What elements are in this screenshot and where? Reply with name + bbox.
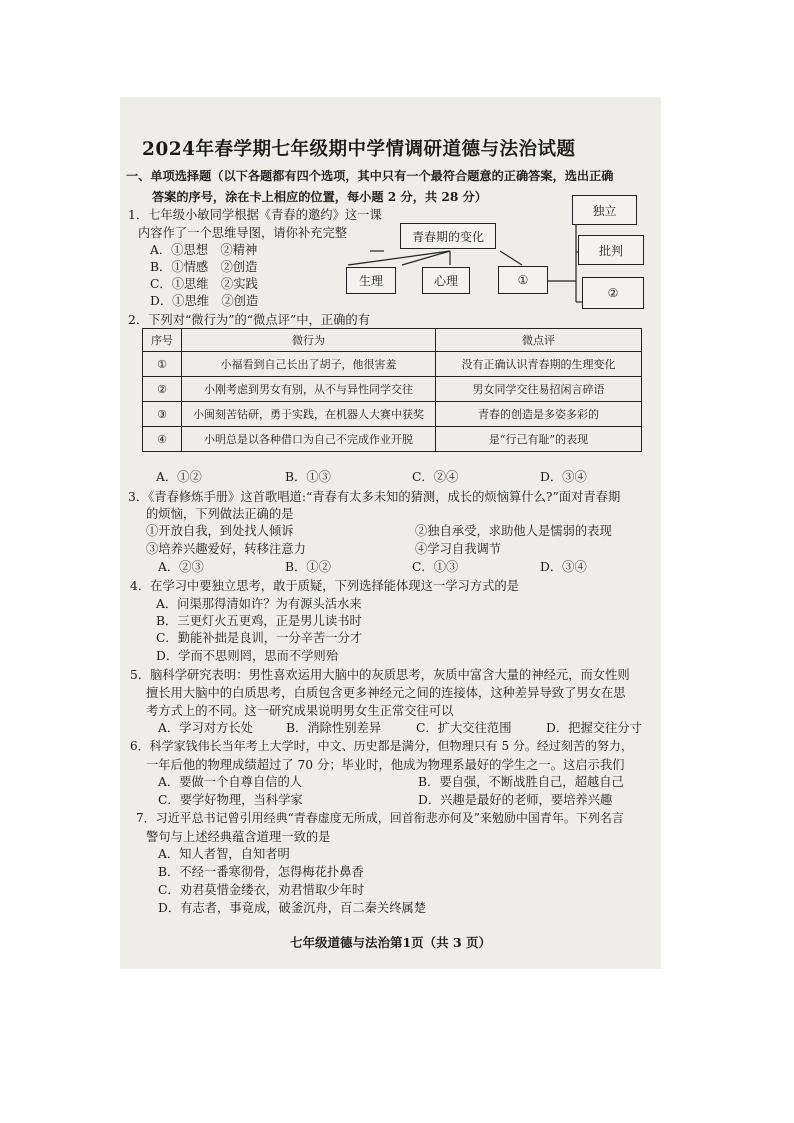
q2-option-a: A．①②	[156, 470, 202, 484]
q1-option-d: D．①思维 ②创造	[150, 294, 259, 308]
q6-stem-line1: 6．科学家钱伟长当年考上大学时，中文、历史都是满分，但物理只有 5 分。经过刻苦的努力，	[130, 739, 633, 753]
q2-row-act: 小刚考虑到男女有别，从不与异性同学交往	[182, 377, 436, 402]
q6-option-b: B．要自强，不断战胜自己，超越自己	[418, 775, 624, 789]
mindmap-leaf-blank2: ②	[582, 277, 644, 309]
q2-row-no: ②	[143, 377, 182, 402]
q4-option-c: C．勤能补拙是良训，一分辛苦一分才	[156, 631, 363, 645]
mindmap-leaf-independence: 独立	[572, 195, 637, 225]
section-instructions-line2: 答案的序号，涂在卡上相应的位置，每小题 2 分，共 28 分）	[152, 190, 487, 204]
q2-row	[143, 377, 642, 402]
q1-stem-line1: 1．七年级小敏同学根据《青春的邀约》这一课	[128, 208, 382, 222]
q7-stem-line1: 7．习近平总书记曾引用经典“青春虚度无所成，回首衔悲亦何及”来勉励中国青年。下列名言	[136, 811, 624, 825]
mindmap-child-physiology: 生理	[346, 267, 396, 294]
q5-option-d: D．把握交往分寸	[546, 721, 642, 735]
q3-option-d: D．③④	[540, 560, 587, 574]
q6-option-c: C．要学好物理，当科学家	[158, 793, 303, 807]
q5-option-a: A．学习对方长处	[158, 721, 253, 735]
q2-row-act: 小福看到自己长出了胡子，他很害羞	[182, 352, 436, 377]
q5-option-b: B．消除性别差异	[286, 721, 382, 735]
q5-option-c: C．扩大交往范围	[416, 721, 512, 735]
q3-item-2: ②独自承受，求助他人是懦弱的表现	[415, 524, 612, 538]
q1-stem-line2: 内容作了一个思维导图，请你补充完整	[138, 226, 348, 240]
q3-item-3: ③培养兴趣爱好，转移注意力	[146, 542, 306, 556]
q2-row-comment: 青春的创造是多姿多彩的	[436, 402, 642, 427]
q3-option-b: B．①②	[285, 560, 331, 574]
q5-stem-line1: 5．脑科学研究表明：男性喜欢运用大脑中的灰质思考，灰质中富含大量的神经元，而女性则	[130, 668, 630, 682]
q2-row	[143, 427, 642, 452]
q4-stem: 4．在学习中要独立思考，敢于质疑，下列选择能体现这一学习方式的是	[130, 579, 520, 593]
q6-option-d: D．兴趣是最好的老师，要培养兴趣	[418, 793, 613, 807]
q7-option-d: D．有志者，事竟成，破釜沉舟，百二秦关终属楚	[158, 901, 427, 915]
q2-stem: 2．下列对“微行为”的“微点评”中，正确的有	[128, 313, 371, 327]
mindmap-child-blank1: ①	[498, 266, 548, 294]
exam-page	[120, 97, 661, 969]
mindmap-root: 青春期的变化	[400, 223, 496, 249]
q2-header-act: 微行为	[182, 329, 436, 352]
q2-row-comment: 男女同学交往易招闲言碎语	[436, 377, 642, 402]
q6-option-a: A．要做一个自尊自信的人	[158, 775, 303, 789]
q5-stem-line3: 考方式上的不同。这一研究成果说明男女生正常交往可以	[146, 704, 454, 718]
q7-stem-line2: 警句与上述经典蕴含道理一致的是	[146, 830, 331, 844]
mindmap-child-psychology: 心理	[422, 267, 470, 294]
q2-row-act: 小明总是以各种借口为自己不完成作业开脱	[182, 427, 436, 452]
q7-option-a: A．知人者智，自知者明	[158, 847, 290, 861]
q2-option-c: C．②④	[412, 470, 459, 484]
q5-stem-line2: 擅长用大脑中的白质思考，白质包含更多神经元之间的连接体，这种差异导致了男女在思	[146, 686, 626, 700]
q2-header-no: 序号	[143, 329, 182, 352]
q3-stem-line1: 3．《青春修炼手册》这首歌唱道:“青春有太多未知的猜测，成长的烦恼算什么?”面对青春期	[128, 490, 621, 504]
q1-option-a: A．①思想 ②精神	[150, 243, 258, 257]
q7-option-c: C．劝君莫惜金缕衣，劝君惜取少年时	[158, 883, 365, 897]
q2-option-d: D．③④	[540, 470, 587, 484]
q2-row-comment: 没有正确认识青春期的生理变化	[436, 352, 642, 377]
exam-title: 2024年春学期七年级期中学情调研道德与法治试题	[142, 139, 576, 160]
q3-item-1: ①开放自我，到处找人倾诉	[146, 524, 294, 538]
q1-option-c: C．①思维 ②实践	[150, 277, 258, 291]
q2-row-no: ①	[143, 352, 182, 377]
q3-option-c: C．①③	[412, 560, 459, 574]
q4-option-b: B．三更灯火五更鸡，正是男儿读书时	[156, 614, 362, 628]
q2-row	[143, 352, 642, 377]
q3-option-a: A．②③	[158, 560, 204, 574]
q3-item-4: ④学习自我调节	[415, 542, 502, 556]
mindmap-leaf-critical: 批判	[578, 235, 644, 265]
q2-row-no: ③	[143, 402, 182, 427]
q7-option-b: B．不经一番寒彻骨，怎得梅花扑鼻香	[158, 865, 364, 879]
q6-stem-line2: 一年后他的物理成绩超过了 70 分；毕业时，他成为物理系最好的学生之一。这启示我们	[146, 758, 625, 772]
section-instructions-line1: 一、单项选择题（以下各题都有四个选项，其中只有一个最符合题意的正确答案，选出正确	[126, 169, 614, 183]
q2-option-b: B．①③	[285, 470, 331, 484]
q4-option-d: D．学而不思则罔，思而不学则殆	[156, 649, 339, 663]
q2-row-no: ④	[143, 427, 182, 452]
q2-row	[143, 402, 642, 427]
q2-row-act: 小闽刻苦钻研，勇于实践，在机器人大赛中获奖	[182, 402, 436, 427]
q2-row-comment: 是“行己有耻”的表现	[436, 427, 642, 452]
q2-table	[142, 328, 642, 452]
page-footer: 七年级道德与法治第1页（共 3 页）	[289, 935, 492, 950]
q1-option-b: B．①情感 ②创造	[150, 260, 258, 274]
q3-stem-line2: 的烦恼，下列做法正确的是	[146, 507, 294, 521]
q2-header-comment: 微点评	[436, 329, 642, 352]
q4-option-a: A．问渠那得清如许？为有源头活水来	[156, 597, 362, 611]
